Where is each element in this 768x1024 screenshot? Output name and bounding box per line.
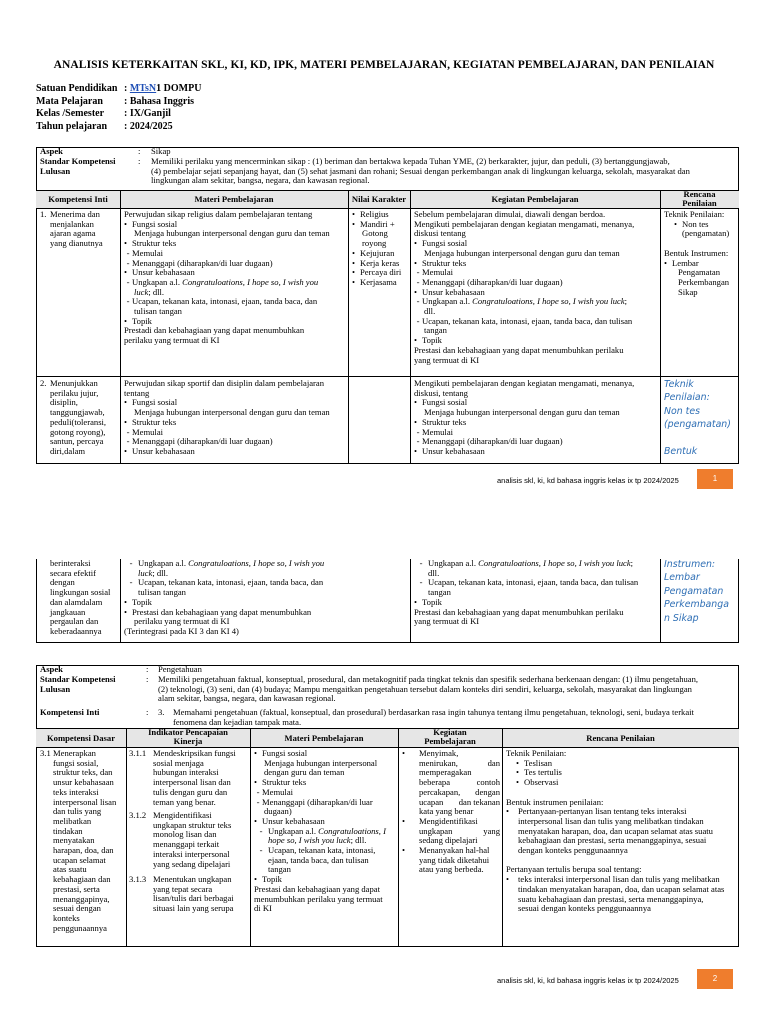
header-kd: Kompetensi Dasar — [46, 733, 116, 743]
header-kegiatan: Kegiatan Pembelajaran — [491, 194, 579, 204]
ki-2-text-continued: berinteraksi secara efektif dengan lingkungan sosial dan alamdalam jangkauan pergaulan dan keberadaannya — [50, 558, 111, 636]
rencana-1: Teknik Penilaian: • Non tes (pengamatan) Bentuk Instrumen: • Lembar Pengamatan Perkembangan Sikap — [664, 210, 738, 297]
kd-number: 3.1 — [40, 748, 51, 758]
document-meta: Satuan Pendidikan : MTsN 1 DOMPU Mata Pelajaran : Bahasa Inggris Kelas /Semester : IX/Ganjil Tahun pelajaran : 2024/2025 — [36, 83, 202, 132]
year-value: : 2024/2025 — [124, 120, 173, 132]
materi-2-continued: - Ungkapan a.l. Congratuloations, I hope so, I wish you luck; dll. - Ucapan, tekanan kata, intonasi, ejaan, tanda baca, dan tulisan tangan • Topik • Prestasi dan kebahagiaan yang dapat menumbuhkan perilaku yang termuat di KI (Terintegrasi pada KI 3 dan KI 4) — [124, 559, 346, 637]
page-number-1: 1 — [697, 469, 733, 489]
ipk-3-text: Menentukan ungkapan yang tepat secara lisan/tulis dari berbagai situasi lain yang serupa — [153, 874, 234, 914]
header-ki: Kompetensi Inti — [48, 194, 108, 204]
subject-value: : Bahasa Inggris — [124, 95, 195, 107]
kd-text: Menerapkan fungsi sosial, struktur teks, dan unsur kebahasaan teks interaksi interpersonal lisan dan tulis yang melibatkan tindakan menyatakan harapan, doa, dan ucapan selamat atas suatu kebahagiaan dan prestasi, serta menanggapinya, sesuai dengan konteks penggunaannya — [53, 748, 117, 933]
document-title: ANALISIS KETERKAITAN SKL, KI, KD, IPK, MATERI PEMBELAJARAN, KEGIATAN PEMBELAJARAN, DAN PENILAIAN — [53, 59, 715, 71]
header-kegiatan-2: Kegiatan Pembelajaran — [424, 727, 476, 747]
ki-1-text: Menerima dan menjalankan ajaran agama yang dianutnya — [50, 209, 103, 249]
kegiatan-pengetahuan: • Menyimak, menirukan, dan memperagakan beberapa contoh percakapan, dengan ucapan dan tekanan kata yang benar • Mengidentifikasi ungkapan yang sedang dipelajari • Menanyakan hal-hal yang tidak diketahui atau yang berbeda. — [402, 748, 500, 875]
nilai-karakter-list: • Religius • Mandiri + Gotong royong • Kejujuran • Kerja keras • Percaya diri • Kerjasama — [352, 210, 410, 288]
page-number-2: 2 — [697, 969, 733, 989]
materi-2: Perwujudan sikap sportif dan disiplin dalam pembelajaran tentang • Fungsi sosial Menjaga hubungan interpersonal dengan guru dan teman • Struktur teks - Memulai - Menanggapi (diharapkan/di luar dugaan) • Unsur kebahasaan — [124, 379, 346, 457]
ki-1-number: 1. — [40, 209, 47, 219]
skl-text-2: Memiliki pengetahuan faktual, konseptual, prosedural, dan metakognitif pada tingkat teknis dan spesifik sederhana berkenaan dengan: (1) ilmu pengetahuan, (2) teknologi, (3) seni, dan (4) budaya; Mampu mengaitkan pengetahuan tersebut dalam konteks diri sendiri, keluarga, sekolah, masyarakat dan lingkungan alam sekitar, bangsa, negara, dan kawasan regional. — [158, 674, 699, 704]
rencana-2-annotation-continued: Instrumen: Lembar Pengamatan Perkembanga n Sikap — [664, 559, 729, 624]
ipk-1-number: 3.1.1 — [129, 748, 147, 758]
ipk-2-number: 3.1.2 — [129, 810, 147, 820]
ki-3-text: Memahami pengetahuan (faktual, konseptual, dan prosedural) berdasarkan rasa ingin tahunya tentang ilmu pengetahuan, teknologi, seni, budaya terkait fenomena dan kejadian tampak mata. — [173, 707, 694, 727]
header-materi-2: Materi Pembelajaran — [284, 733, 364, 743]
aspek-label-2: Aspek — [40, 664, 63, 674]
ki-2-number: 2. — [40, 378, 47, 388]
materi-pengetahuan: • Fungsi sosial Menjaga hubungan interpersonal dengan guru dan teman • Struktur teks - Memulai - Menanggapi (diharapkan/di luar dugaan) • Unsur kebahasaan - Ungkapan a.l. Congratuloations, I hope so, I wish you luck; dll. - Ucapan, tekanan kata, intonasi, ejaan, tanda baca, dan tulisan tangan • Topik Prestasi dan kebahagiaan yang dapat menumbuhkan perilaku yang termuat di KI — [254, 749, 397, 914]
rencana-pengetahuan: Teknik Penilaian: • Teslisan • Tes tertulis • Observasi Bentuk instrumen penilaian: • Pertanyaan-pertanyan lisan tentang teks interaksi interpersonal lisan dan tulis yang melibatkan tindakan menyatakan harapan, doa, dan ucapan selamat atas suatu kebahagiaan dan prestasi, serta menanggapinya, sesuai dengan konteks penggunaannya Pertanyaan tertulis berupa soal tentang: • teks interaksi interpersonal lisan dan tulis yang melibatkan tindakan menyatakan harapan, doa, dan ucapan selamat atas suatu kebahagiaan dan prestasi, serta menanggapinya, sesuai dengan konteks penggunaannya — [506, 749, 736, 914]
aspek-value: Sikap — [151, 146, 171, 156]
ki-label-2: Kompetensi Inti — [40, 707, 100, 717]
header-ipk: Indikator Pencapaian Kinerja — [148, 727, 228, 747]
header-materi: Materi Pembelajaran — [194, 194, 274, 204]
ki-3-number: 3. — [158, 707, 165, 717]
header-rencana-2: Rencana Penilaian — [586, 733, 655, 743]
footer-text-1: analisis skl, ki, kd bahasa inggris kelas ix tp 2024/2025 — [497, 476, 679, 485]
header-rencana: Rencana Penilaian — [682, 189, 717, 209]
materi-1: Perwujudan sikap religius dalam pembelajaran tentang • Fungsi sosial Menjaga hubungan interpersonal dengan guru dan teman • Struktur teks - Memulai - Menanggapi (diharapkan/di luar dugaan) • Unsur kebahasaan - Ungkapan a.l. Congratuloations, I hope so, I wish you luck; dll. - Ucapan, tekanan kata, intonasi, ejaan, tanda baca, dan tulisan tangan • Topik Prestadi dan kebahagiaan yang dapat menumbuhkan perilaku yang termuat di KI — [124, 210, 346, 346]
kegiatan-2-continued: - Ungkapan a.l. Congratuloations, I hope so, I wish you luck; dll. - Ucapan, tekanan kata, intonasi, ejaan, tanda baca, dan tulisan tangan • Topik Prestasi dan kebahagiaan yang dapat menumbuhkan perilaku yang termuat di KI — [414, 559, 658, 627]
aspek-value-2: Pengetahuan — [158, 664, 202, 674]
ipk-2-text: Mengidentifikasi ungkapan struktur teks monolog lisan dan menanggapi terkait interaksi interpersonal yang sedang dipelajari — [153, 810, 232, 869]
ki-2-text: Menunjukkan perilaku jujur, disiplin, tanggungjawab, peduli(toleransi, gotong royong), santun, percaya diri,dalam — [50, 378, 107, 456]
class-label: Kelas /Semester — [36, 108, 105, 119]
footer-text-2: analisis skl, ki, kd bahasa inggris kelas ix tp 2024/2025 — [497, 976, 679, 985]
school-label: Satuan Pendidikan — [36, 83, 118, 94]
aspek-label: Aspek — [40, 146, 63, 156]
school-link[interactable]: MTsN — [129, 83, 157, 94]
ipk-3-number: 3.1.3 — [129, 874, 147, 884]
skl-label-2: Standar Kompetensi Lulusan — [40, 674, 116, 694]
ipk-1-text: Mendeskripsikan fungsi sosial menjaga hubungan interaksi interpersonal lisan dan tulis dengan guru dan teman yang benar. — [153, 748, 236, 807]
skl-label: Standar Kompetensi Lulusan — [40, 156, 116, 176]
skl-text: Memiliki perilaku yang mencerminkan sikap : (1) beriman dan bertakwa kepada Tuhan YME, (2) berkarakter, jujur, dan peduli, (3) bertanggungjawab, (4) pembelajar sejati sepanjang hayat, dan (5) sehat jasmani dan rohani; Sesuai dengan perkembangan anak di lingkungan keluarga, sekolah, masyarakat dan lingkungan alam sekitar, bangsa, negara, dan kawasan regional. — [151, 156, 690, 186]
rencana-2-annotation: Teknik Penilaian: Non tes (pengamatan) Bentuk — [664, 379, 731, 457]
kegiatan-2: Mengikuti pembelajaran dengan kegiatan mengamati, menanya, diskusi, tentang • Fungsi sosial Menjaga hubungan interpersonal dengan guru dan teman • Struktur teks - Memulai - Menanggapi (diharapkan/di luar dugaan) • Unsur kebahasaan — [414, 379, 658, 457]
header-nilai: Nilai Karakter — [351, 194, 407, 204]
class-value: : IX/Ganjil — [124, 108, 171, 119]
school-name: 1 DOMPU — [156, 83, 202, 94]
kegiatan-1: Sebelum pembelajaran dimulai, diawali dengan berdoa. Mengikuti pembelajaran dengan kegiatan mengamati, menanya, diskusi tentang • Fungsi sosial Menjaga hubungan interpersonal dengan guru dan teman • Struktur teks - Memulai - Menanggapi (diharapkan/di luar dugaan) • Unsur kebahasaan - Ungkapan a.l. Congratuloations, I hope so, I wish you luck; dll. - Ucapan, tekanan kata, intonasi, ejaan, tanda baca, dan tulisan tangan • Topik Prestasi dan kebahagiaan yang dapat menumbuhkan perilaku yang termuat di KI — [414, 210, 658, 365]
subject-label: Mata Pelajaran — [36, 95, 103, 107]
year-label: Tahun pelajaran — [36, 120, 108, 132]
